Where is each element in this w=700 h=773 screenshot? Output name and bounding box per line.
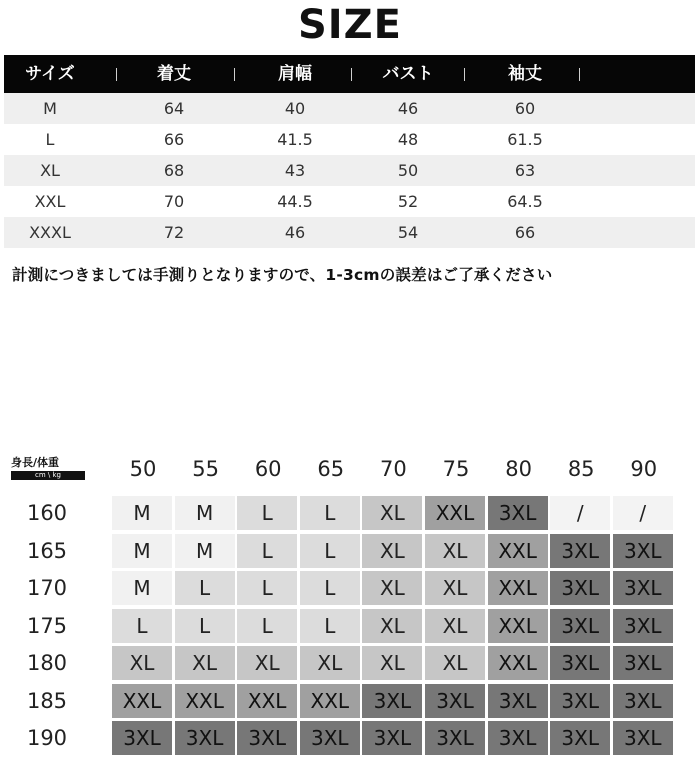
size-grid-cell: L bbox=[175, 609, 235, 643]
size-grid-cell: 3XL bbox=[425, 721, 485, 755]
size-grid-cell: XXL bbox=[488, 646, 548, 680]
weight-header: 85 bbox=[567, 457, 595, 481]
size-grid-cell: XL bbox=[425, 534, 485, 568]
size-grid-cell: 3XL bbox=[550, 721, 610, 755]
size-grid-cell: 3XL bbox=[550, 534, 610, 568]
size-grid-cell: XL bbox=[425, 571, 485, 605]
size-grid-cell: XXL bbox=[300, 684, 360, 718]
weight-header: 65 bbox=[317, 457, 345, 481]
size-grid-cell: M bbox=[175, 534, 235, 568]
size-table-header bbox=[4, 55, 695, 93]
size-grid-cell: XL bbox=[362, 534, 422, 568]
table-row bbox=[4, 93, 695, 124]
size-grid-cell: XXL bbox=[237, 684, 297, 718]
weight-header: 55 bbox=[192, 457, 219, 481]
size-grid-cell: 3XL bbox=[613, 684, 673, 718]
size-grid-cell: L bbox=[300, 534, 360, 568]
size-grid-cell: 3XL bbox=[362, 721, 422, 755]
table-row bbox=[4, 186, 695, 217]
size-grid-cell: XL bbox=[362, 646, 422, 680]
size-grid-cell: XXL bbox=[488, 571, 548, 605]
size-grid-cell: L bbox=[237, 609, 297, 643]
size-grid-cell: M bbox=[175, 496, 235, 530]
size-grid-cell: 3XL bbox=[425, 684, 485, 718]
size-grid-cell: XL bbox=[300, 646, 360, 680]
size-grid-cell: L bbox=[300, 609, 360, 643]
size-grid-cell: L bbox=[300, 496, 360, 530]
table-cell: 40 bbox=[284, 99, 306, 118]
size-grid-cell: 3XL bbox=[613, 534, 673, 568]
weight-header: 80 bbox=[505, 457, 532, 481]
table-cell: 50 bbox=[397, 161, 419, 180]
size-grid-cell: L bbox=[237, 496, 297, 530]
height-header: 180 bbox=[26, 651, 68, 675]
table-cell: 54 bbox=[397, 223, 419, 242]
size-grid-cell: M bbox=[112, 571, 172, 605]
table-cell: 64.5 bbox=[507, 192, 543, 211]
size-grid-cell: L bbox=[112, 609, 172, 643]
size-grid-cell: M bbox=[112, 496, 172, 530]
size-grid-cell: L bbox=[237, 534, 297, 568]
size-grid-cell: 3XL bbox=[488, 496, 548, 530]
height-header: 160 bbox=[26, 501, 68, 525]
size-header-cell: バスト bbox=[382, 64, 434, 84]
size-grid-cell: XXL bbox=[488, 534, 548, 568]
table-cell: 52 bbox=[397, 192, 419, 211]
size-grid-cell: 3XL bbox=[613, 609, 673, 643]
corner-label-text: 身長/体重 bbox=[11, 456, 60, 469]
table-cell: XXL bbox=[34, 192, 66, 211]
size-grid-cell: XL bbox=[362, 496, 422, 530]
size-grid-cell: XXL bbox=[112, 684, 172, 718]
size-grid-cell: XL bbox=[175, 646, 235, 680]
table-cell: 46 bbox=[284, 223, 306, 242]
table-cell: L bbox=[45, 130, 55, 149]
table-cell: 41.5 bbox=[277, 130, 313, 149]
page-title: SIZE bbox=[297, 2, 403, 48]
size-grid-cell: L bbox=[300, 571, 360, 605]
size-table bbox=[4, 55, 695, 248]
size-grid-cell: XXL bbox=[425, 496, 485, 530]
header-separator bbox=[351, 68, 352, 81]
size-grid-cell: 3XL bbox=[175, 721, 235, 755]
size-grid-cell: 3XL bbox=[613, 721, 673, 755]
table-cell: 68 bbox=[163, 161, 185, 180]
table-cell: 61.5 bbox=[507, 130, 543, 149]
table-cell: 43 bbox=[284, 161, 306, 180]
size-header-cell: 袖丈 bbox=[508, 64, 542, 84]
table-row bbox=[4, 155, 695, 186]
table-cell: 66 bbox=[514, 223, 536, 242]
weight-header: 50 bbox=[129, 457, 157, 481]
size-grid-cell: 3XL bbox=[550, 684, 610, 718]
size-grid-cell: 3XL bbox=[112, 721, 172, 755]
size-grid-cell: XL bbox=[362, 609, 422, 643]
size-grid-cell: 3XL bbox=[237, 721, 297, 755]
size-grid-cell: 3XL bbox=[300, 721, 360, 755]
height-weight-corner-label bbox=[11, 456, 87, 480]
weight-header: 70 bbox=[380, 457, 407, 481]
size-grid-cell: M bbox=[112, 534, 172, 568]
size-header-cell: 着丈 bbox=[157, 64, 191, 84]
size-grid-cell: / bbox=[550, 496, 610, 530]
table-cell: 48 bbox=[397, 130, 419, 149]
size-grid-cell: 3XL bbox=[550, 609, 610, 643]
table-cell: 70 bbox=[163, 192, 185, 211]
header-separator bbox=[579, 68, 580, 81]
size-grid-cell: 3XL bbox=[488, 684, 548, 718]
height-header: 165 bbox=[26, 538, 68, 563]
size-grid-cell: 3XL bbox=[362, 684, 422, 718]
size-grid-cell: L bbox=[175, 571, 235, 605]
table-row bbox=[4, 217, 695, 248]
height-header: 175 bbox=[26, 613, 68, 638]
height-header: 170 bbox=[26, 576, 68, 600]
size-grid-cell: XL bbox=[112, 646, 172, 680]
table-cell: 44.5 bbox=[277, 192, 313, 211]
size-grid-cell: XXL bbox=[488, 609, 548, 643]
table-cell: 64 bbox=[163, 99, 185, 118]
header-separator bbox=[116, 68, 117, 81]
weight-header: 75 bbox=[442, 457, 470, 481]
measurement-note: 計測につきましては手測りとなりますので、1-3cmの誤差はご了承ください bbox=[12, 266, 553, 284]
size-grid-cell: XL bbox=[362, 571, 422, 605]
size-grid-cell: 3XL bbox=[613, 571, 673, 605]
table-cell: 60 bbox=[514, 99, 536, 118]
header-separator bbox=[464, 68, 465, 81]
size-grid-cell: 3XL bbox=[613, 646, 673, 680]
table-cell: XXXL bbox=[29, 223, 71, 242]
size-grid-cell: 3XL bbox=[550, 646, 610, 680]
weight-header: 90 bbox=[630, 457, 658, 481]
table-row bbox=[4, 124, 695, 155]
size-grid-cell: XXL bbox=[175, 684, 235, 718]
size-grid-cell: XL bbox=[237, 646, 297, 680]
table-cell: 46 bbox=[397, 99, 419, 118]
table-cell: M bbox=[43, 99, 57, 118]
size-grid-cell: / bbox=[613, 496, 673, 530]
size-header-cell: 肩幅 bbox=[278, 64, 312, 84]
table-cell: 72 bbox=[163, 223, 185, 242]
table-cell: 66 bbox=[163, 130, 185, 149]
height-header: 185 bbox=[26, 688, 68, 713]
size-grid-cell: 3XL bbox=[550, 571, 610, 605]
table-cell: XL bbox=[40, 161, 60, 180]
size-grid-cell: L bbox=[237, 571, 297, 605]
size-grid-cell: XL bbox=[425, 609, 485, 643]
size-table-body bbox=[4, 93, 695, 248]
size-header-cell: サイズ bbox=[25, 64, 75, 84]
header-separator bbox=[234, 68, 235, 81]
size-grid-cell: XL bbox=[425, 646, 485, 680]
size-grid-cell: 3XL bbox=[488, 721, 548, 755]
height-header: 190 bbox=[26, 726, 68, 750]
weight-header: 60 bbox=[254, 457, 282, 481]
corner-units-text: cm \ kg bbox=[11, 471, 85, 480]
table-cell: 63 bbox=[514, 161, 536, 180]
